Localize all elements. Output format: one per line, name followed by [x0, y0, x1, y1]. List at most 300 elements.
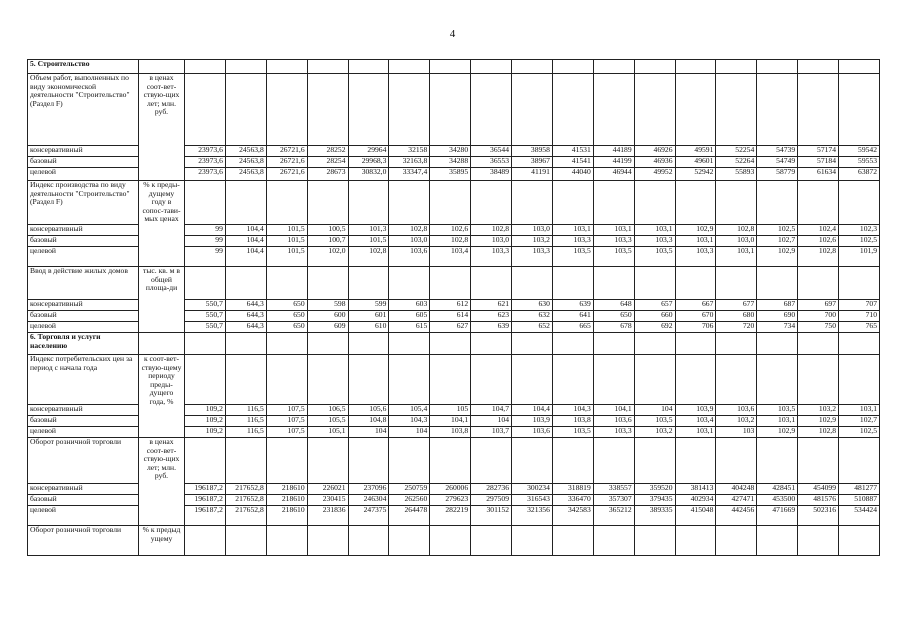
- empty-cell: [675, 60, 716, 74]
- value-cell: 765: [839, 322, 880, 333]
- value-cell: 217652,8: [225, 495, 266, 506]
- value-cell: 116,5: [225, 416, 266, 427]
- value-cell: 623: [471, 311, 512, 322]
- value-cell: 61634: [798, 168, 839, 181]
- value-cell: 481576: [798, 495, 839, 506]
- value-cell: 99: [185, 236, 226, 247]
- value-cell: 57174: [798, 146, 839, 157]
- empty-cell: [839, 74, 880, 146]
- value-cell: 657: [634, 300, 675, 311]
- value-cell: 103,9: [512, 416, 553, 427]
- value-cell: 104: [389, 427, 430, 438]
- empty-cell: [266, 333, 307, 355]
- value-cell: 103,8: [430, 427, 471, 438]
- value-cell: 237096: [348, 484, 389, 495]
- empty-cell: [307, 526, 348, 556]
- value-cell: 30832,0: [348, 168, 389, 181]
- value-cell: 644,3: [225, 300, 266, 311]
- indicator-label: Индекс производства по виду деятельности "Строительство" (Раздел F): [28, 181, 139, 225]
- value-cell: 678: [593, 322, 634, 333]
- value-cell: 105: [430, 405, 471, 416]
- value-cell: 402934: [675, 495, 716, 506]
- empty-cell: [430, 355, 471, 405]
- empty-cell: [593, 267, 634, 300]
- indicator-row: [28, 438, 880, 484]
- value-cell: 359520: [634, 484, 675, 495]
- value-cell: 103,1: [675, 427, 716, 438]
- value-cell: 300234: [512, 484, 553, 495]
- empty-cell: [185, 60, 226, 74]
- value-cell: 644,3: [225, 322, 266, 333]
- value-cell: 103,9: [675, 405, 716, 416]
- empty-cell: [552, 267, 593, 300]
- indicator-row: [28, 74, 880, 146]
- value-cell: 282219: [430, 506, 471, 526]
- empty-cell: [225, 526, 266, 556]
- empty-cell: [552, 526, 593, 556]
- value-cell: 697: [798, 300, 839, 311]
- empty-cell: [839, 438, 880, 484]
- value-cell: 336470: [552, 495, 593, 506]
- value-cell: 652: [512, 322, 553, 333]
- empty-cell: [757, 267, 798, 300]
- value-cell: 264478: [389, 506, 430, 526]
- value-cell: 639: [552, 300, 593, 311]
- value-cell: 102,6: [430, 225, 471, 236]
- value-cell: 101,9: [839, 247, 880, 267]
- empty-cell: [266, 526, 307, 556]
- scenario-name: базовый: [28, 157, 139, 168]
- value-cell: 599: [348, 300, 389, 311]
- value-cell: 103,5: [552, 427, 593, 438]
- empty-cell: [798, 438, 839, 484]
- value-cell: 103,0: [389, 236, 430, 247]
- value-cell: 600: [307, 311, 348, 322]
- empty-cell: [471, 267, 512, 300]
- value-cell: 610: [348, 322, 389, 333]
- indicator-label: Оборот розничной торговли: [28, 526, 139, 556]
- value-cell: 365212: [593, 506, 634, 526]
- value-cell: 102,8: [348, 247, 389, 267]
- value-cell: 648: [593, 300, 634, 311]
- scenario-name: базовый: [28, 236, 139, 247]
- value-cell: 103,3: [552, 236, 593, 247]
- empty-cell: [512, 526, 553, 556]
- value-cell: 33347,4: [389, 168, 430, 181]
- scenario-name: консервативный: [28, 405, 139, 416]
- value-cell: 103,5: [757, 405, 798, 416]
- empty-cell: [798, 333, 839, 355]
- value-cell: 109,2: [185, 405, 226, 416]
- empty-cell: [675, 267, 716, 300]
- value-cell: 650: [593, 311, 634, 322]
- value-cell: 196187,2: [185, 484, 226, 495]
- scenario-name: базовый: [28, 416, 139, 427]
- value-cell: 660: [634, 311, 675, 322]
- value-cell: 342583: [552, 506, 593, 526]
- value-cell: 104,8: [348, 416, 389, 427]
- empty-cell: [185, 181, 226, 225]
- value-cell: 54749: [757, 157, 798, 168]
- empty-cell: [593, 181, 634, 225]
- value-cell: 103,5: [552, 247, 593, 267]
- empty-cell: [798, 74, 839, 146]
- value-cell: 116,5: [225, 427, 266, 438]
- section-title: 5. Строительство: [28, 60, 139, 74]
- value-cell: 38967: [512, 157, 553, 168]
- empty-cell: [307, 74, 348, 146]
- value-cell: 104,4: [225, 247, 266, 267]
- value-cell: 49952: [634, 168, 675, 181]
- value-cell: 44199: [593, 157, 634, 168]
- empty-cell: [798, 60, 839, 74]
- value-cell: 101,5: [266, 225, 307, 236]
- value-cell: 262560: [389, 495, 430, 506]
- empty-cell: [716, 267, 757, 300]
- value-cell: 103,1: [552, 225, 593, 236]
- empty-cell: [757, 333, 798, 355]
- value-cell: 389335: [634, 506, 675, 526]
- empty-cell: [675, 181, 716, 225]
- empty-cell: [348, 74, 389, 146]
- value-cell: 23973,6: [185, 146, 226, 157]
- value-cell: 103: [716, 427, 757, 438]
- value-cell: 107,5: [266, 405, 307, 416]
- empty-cell: [430, 526, 471, 556]
- value-cell: 692: [634, 322, 675, 333]
- empty-cell: [716, 181, 757, 225]
- value-cell: 707: [839, 300, 880, 311]
- empty-cell: [348, 333, 389, 355]
- empty-cell: [185, 267, 226, 300]
- value-cell: 102,9: [675, 225, 716, 236]
- empty-cell: [552, 355, 593, 405]
- unit-cell: тыс. кв. м в общей площа-ди: [139, 267, 185, 333]
- value-cell: 680: [716, 311, 757, 322]
- value-cell: 706: [675, 322, 716, 333]
- empty-cell: [185, 355, 226, 405]
- value-cell: 650: [266, 300, 307, 311]
- value-cell: 46944: [593, 168, 634, 181]
- scenario-name: консервативный: [28, 484, 139, 495]
- empty-cell: [225, 355, 266, 405]
- indicator-row: [28, 181, 880, 225]
- empty-cell: [757, 526, 798, 556]
- empty-cell: [307, 333, 348, 355]
- value-cell: 650: [266, 311, 307, 322]
- value-cell: 667: [675, 300, 716, 311]
- value-cell: 34280: [430, 146, 471, 157]
- empty-cell: [348, 267, 389, 300]
- empty-cell: [839, 355, 880, 405]
- empty-cell: [139, 60, 185, 74]
- forecast-table: [27, 59, 880, 556]
- value-cell: 52264: [716, 157, 757, 168]
- value-cell: 316543: [512, 495, 553, 506]
- value-cell: 28254: [307, 157, 348, 168]
- value-cell: 103,3: [593, 427, 634, 438]
- empty-cell: [430, 74, 471, 146]
- value-cell: 621: [471, 300, 512, 311]
- value-cell: 116,5: [225, 405, 266, 416]
- value-cell: 52254: [716, 146, 757, 157]
- value-cell: 301152: [471, 506, 512, 526]
- value-cell: 104,4: [512, 405, 553, 416]
- value-cell: 226021: [307, 484, 348, 495]
- value-cell: 104,4: [225, 225, 266, 236]
- value-cell: 102,3: [839, 225, 880, 236]
- value-cell: 318819: [552, 484, 593, 495]
- value-cell: 49601: [675, 157, 716, 168]
- section-construction: [28, 60, 880, 74]
- value-cell: 102,9: [798, 416, 839, 427]
- empty-cell: [185, 333, 226, 355]
- value-cell: 427471: [716, 495, 757, 506]
- value-cell: 101,5: [266, 247, 307, 267]
- value-cell: 103,0: [471, 236, 512, 247]
- value-cell: 103,1: [839, 405, 880, 416]
- scenario-name: целевой: [28, 247, 139, 267]
- value-cell: 101,3: [348, 225, 389, 236]
- empty-cell: [552, 60, 593, 74]
- value-cell: 103,2: [716, 416, 757, 427]
- value-cell: 103,7: [471, 427, 512, 438]
- value-cell: 632: [512, 311, 553, 322]
- empty-cell: [716, 74, 757, 146]
- value-cell: 106,5: [307, 405, 348, 416]
- empty-cell: [266, 60, 307, 74]
- value-cell: 534424: [839, 506, 880, 526]
- empty-cell: [430, 181, 471, 225]
- scenario-name: консервативный: [28, 225, 139, 236]
- value-cell: 103,3: [634, 236, 675, 247]
- empty-cell: [757, 181, 798, 225]
- value-cell: 279623: [430, 495, 471, 506]
- value-cell: 44040: [552, 168, 593, 181]
- value-cell: 218610: [266, 495, 307, 506]
- value-cell: 100,7: [307, 236, 348, 247]
- empty-cell: [348, 60, 389, 74]
- value-cell: 103,6: [512, 427, 553, 438]
- value-cell: 105,4: [389, 405, 430, 416]
- value-cell: 103,5: [634, 416, 675, 427]
- empty-cell: [552, 74, 593, 146]
- value-cell: 103,1: [593, 225, 634, 236]
- empty-cell: [389, 438, 430, 484]
- empty-cell: [593, 74, 634, 146]
- value-cell: 99: [185, 247, 226, 267]
- empty-cell: [307, 181, 348, 225]
- value-cell: 102,8: [471, 225, 512, 236]
- value-cell: 297509: [471, 495, 512, 506]
- empty-cell: [798, 181, 839, 225]
- value-cell: 29964: [348, 146, 389, 157]
- value-cell: 102,8: [716, 225, 757, 236]
- value-cell: 102,5: [757, 225, 798, 236]
- value-cell: 102,8: [798, 247, 839, 267]
- unit-cell: в ценах соот-вет-ствую-щих лет; млн. руб.: [139, 438, 185, 526]
- empty-cell: [348, 355, 389, 405]
- empty-cell: [675, 355, 716, 405]
- value-cell: 218610: [266, 506, 307, 526]
- value-cell: 32158: [389, 146, 430, 157]
- empty-cell: [266, 181, 307, 225]
- value-cell: 734: [757, 322, 798, 333]
- value-cell: 605: [389, 311, 430, 322]
- value-cell: 41541: [552, 157, 593, 168]
- empty-cell: [430, 60, 471, 74]
- value-cell: 23973,6: [185, 157, 226, 168]
- value-cell: 670: [675, 311, 716, 322]
- value-cell: 102,6: [798, 236, 839, 247]
- empty-cell: [389, 74, 430, 146]
- empty-cell: [266, 438, 307, 484]
- value-cell: 404248: [716, 484, 757, 495]
- value-cell: 218610: [266, 484, 307, 495]
- value-cell: 103,3: [593, 236, 634, 247]
- value-cell: 103,5: [634, 247, 675, 267]
- empty-cell: [512, 74, 553, 146]
- value-cell: 99: [185, 225, 226, 236]
- empty-cell: [471, 333, 512, 355]
- scenario-name: базовый: [28, 311, 139, 322]
- value-cell: 59553: [839, 157, 880, 168]
- value-cell: 102,7: [839, 416, 880, 427]
- value-cell: 104,7: [471, 405, 512, 416]
- value-cell: 103,8: [552, 416, 593, 427]
- value-cell: 321356: [512, 506, 553, 526]
- value-cell: 196187,2: [185, 506, 226, 526]
- value-cell: 217652,8: [225, 484, 266, 495]
- empty-cell: [798, 355, 839, 405]
- empty-cell: [593, 526, 634, 556]
- value-cell: 57184: [798, 157, 839, 168]
- value-cell: 614: [430, 311, 471, 322]
- value-cell: 603: [389, 300, 430, 311]
- indicator-row: [28, 355, 880, 405]
- value-cell: 102,9: [757, 427, 798, 438]
- empty-cell: [593, 60, 634, 74]
- empty-cell: [225, 60, 266, 74]
- empty-cell: [225, 74, 266, 146]
- empty-cell: [757, 74, 798, 146]
- empty-cell: [512, 181, 553, 225]
- value-cell: 700: [798, 311, 839, 322]
- indicator-row: [28, 526, 880, 556]
- value-cell: 750: [798, 322, 839, 333]
- value-cell: 247375: [348, 506, 389, 526]
- empty-cell: [839, 333, 880, 355]
- value-cell: 428451: [757, 484, 798, 495]
- value-cell: 26721,6: [266, 168, 307, 181]
- empty-cell: [389, 526, 430, 556]
- empty-cell: [307, 355, 348, 405]
- value-cell: 102,8: [798, 427, 839, 438]
- value-cell: 36553: [471, 157, 512, 168]
- empty-cell: [225, 438, 266, 484]
- value-cell: 415048: [675, 506, 716, 526]
- value-cell: 23973,6: [185, 168, 226, 181]
- indicator-label: Индекс потребительских цен за период с начала года: [28, 355, 139, 405]
- empty-cell: [634, 181, 675, 225]
- value-cell: 690: [757, 311, 798, 322]
- value-cell: 63872: [839, 168, 880, 181]
- value-cell: 612: [430, 300, 471, 311]
- value-cell: 109,2: [185, 427, 226, 438]
- empty-cell: [634, 438, 675, 484]
- value-cell: 102,5: [839, 427, 880, 438]
- empty-cell: [634, 267, 675, 300]
- value-cell: 379435: [634, 495, 675, 506]
- empty-cell: [552, 333, 593, 355]
- value-cell: 103,2: [634, 427, 675, 438]
- value-cell: 103,4: [675, 416, 716, 427]
- empty-cell: [839, 60, 880, 74]
- value-cell: 55893: [716, 168, 757, 181]
- value-cell: 103,6: [716, 405, 757, 416]
- value-cell: 38958: [512, 146, 553, 157]
- value-cell: 103,3: [512, 247, 553, 267]
- value-cell: 644,3: [225, 311, 266, 322]
- value-cell: 104,1: [593, 405, 634, 416]
- empty-cell: [185, 526, 226, 556]
- page-number: 4: [449, 28, 456, 40]
- value-cell: 650: [266, 322, 307, 333]
- value-cell: 217652,8: [225, 506, 266, 526]
- indicator-row: [28, 267, 880, 300]
- empty-cell: [471, 74, 512, 146]
- value-cell: 105,5: [307, 416, 348, 427]
- value-cell: 627: [430, 322, 471, 333]
- scenario-name: базовый: [28, 495, 139, 506]
- value-cell: 282736: [471, 484, 512, 495]
- unit-cell: % к предыд ущему: [139, 526, 185, 556]
- value-cell: 103,2: [798, 405, 839, 416]
- empty-cell: [471, 60, 512, 74]
- value-cell: 677: [716, 300, 757, 311]
- value-cell: 35895: [430, 168, 471, 181]
- empty-cell: [716, 438, 757, 484]
- empty-cell: [389, 333, 430, 355]
- value-cell: 103,1: [634, 225, 675, 236]
- empty-cell: [552, 438, 593, 484]
- scenario-name: целевой: [28, 168, 139, 181]
- value-cell: 609: [307, 322, 348, 333]
- indicator-label: Объем работ, выполненных по виду экономической деятельности "Строительство" (Раздел F): [28, 74, 139, 146]
- empty-cell: [430, 333, 471, 355]
- value-cell: 230415: [307, 495, 348, 506]
- value-cell: 24563,8: [225, 157, 266, 168]
- indicator-label: Ввод в действие жилых домов: [28, 267, 139, 300]
- value-cell: 54739: [757, 146, 798, 157]
- scenario-name: консервативный: [28, 300, 139, 311]
- empty-cell: [552, 181, 593, 225]
- empty-cell: [593, 333, 634, 355]
- empty-cell: [389, 355, 430, 405]
- value-cell: 260006: [430, 484, 471, 495]
- empty-cell: [389, 181, 430, 225]
- value-cell: 104: [348, 427, 389, 438]
- empty-cell: [430, 267, 471, 300]
- value-cell: 103,1: [757, 416, 798, 427]
- value-cell: 58779: [757, 168, 798, 181]
- value-cell: 24563,8: [225, 168, 266, 181]
- value-cell: 102,4: [798, 225, 839, 236]
- value-cell: 641: [552, 311, 593, 322]
- section-trade: [28, 333, 880, 355]
- value-cell: 246304: [348, 495, 389, 506]
- value-cell: 357307: [593, 495, 634, 506]
